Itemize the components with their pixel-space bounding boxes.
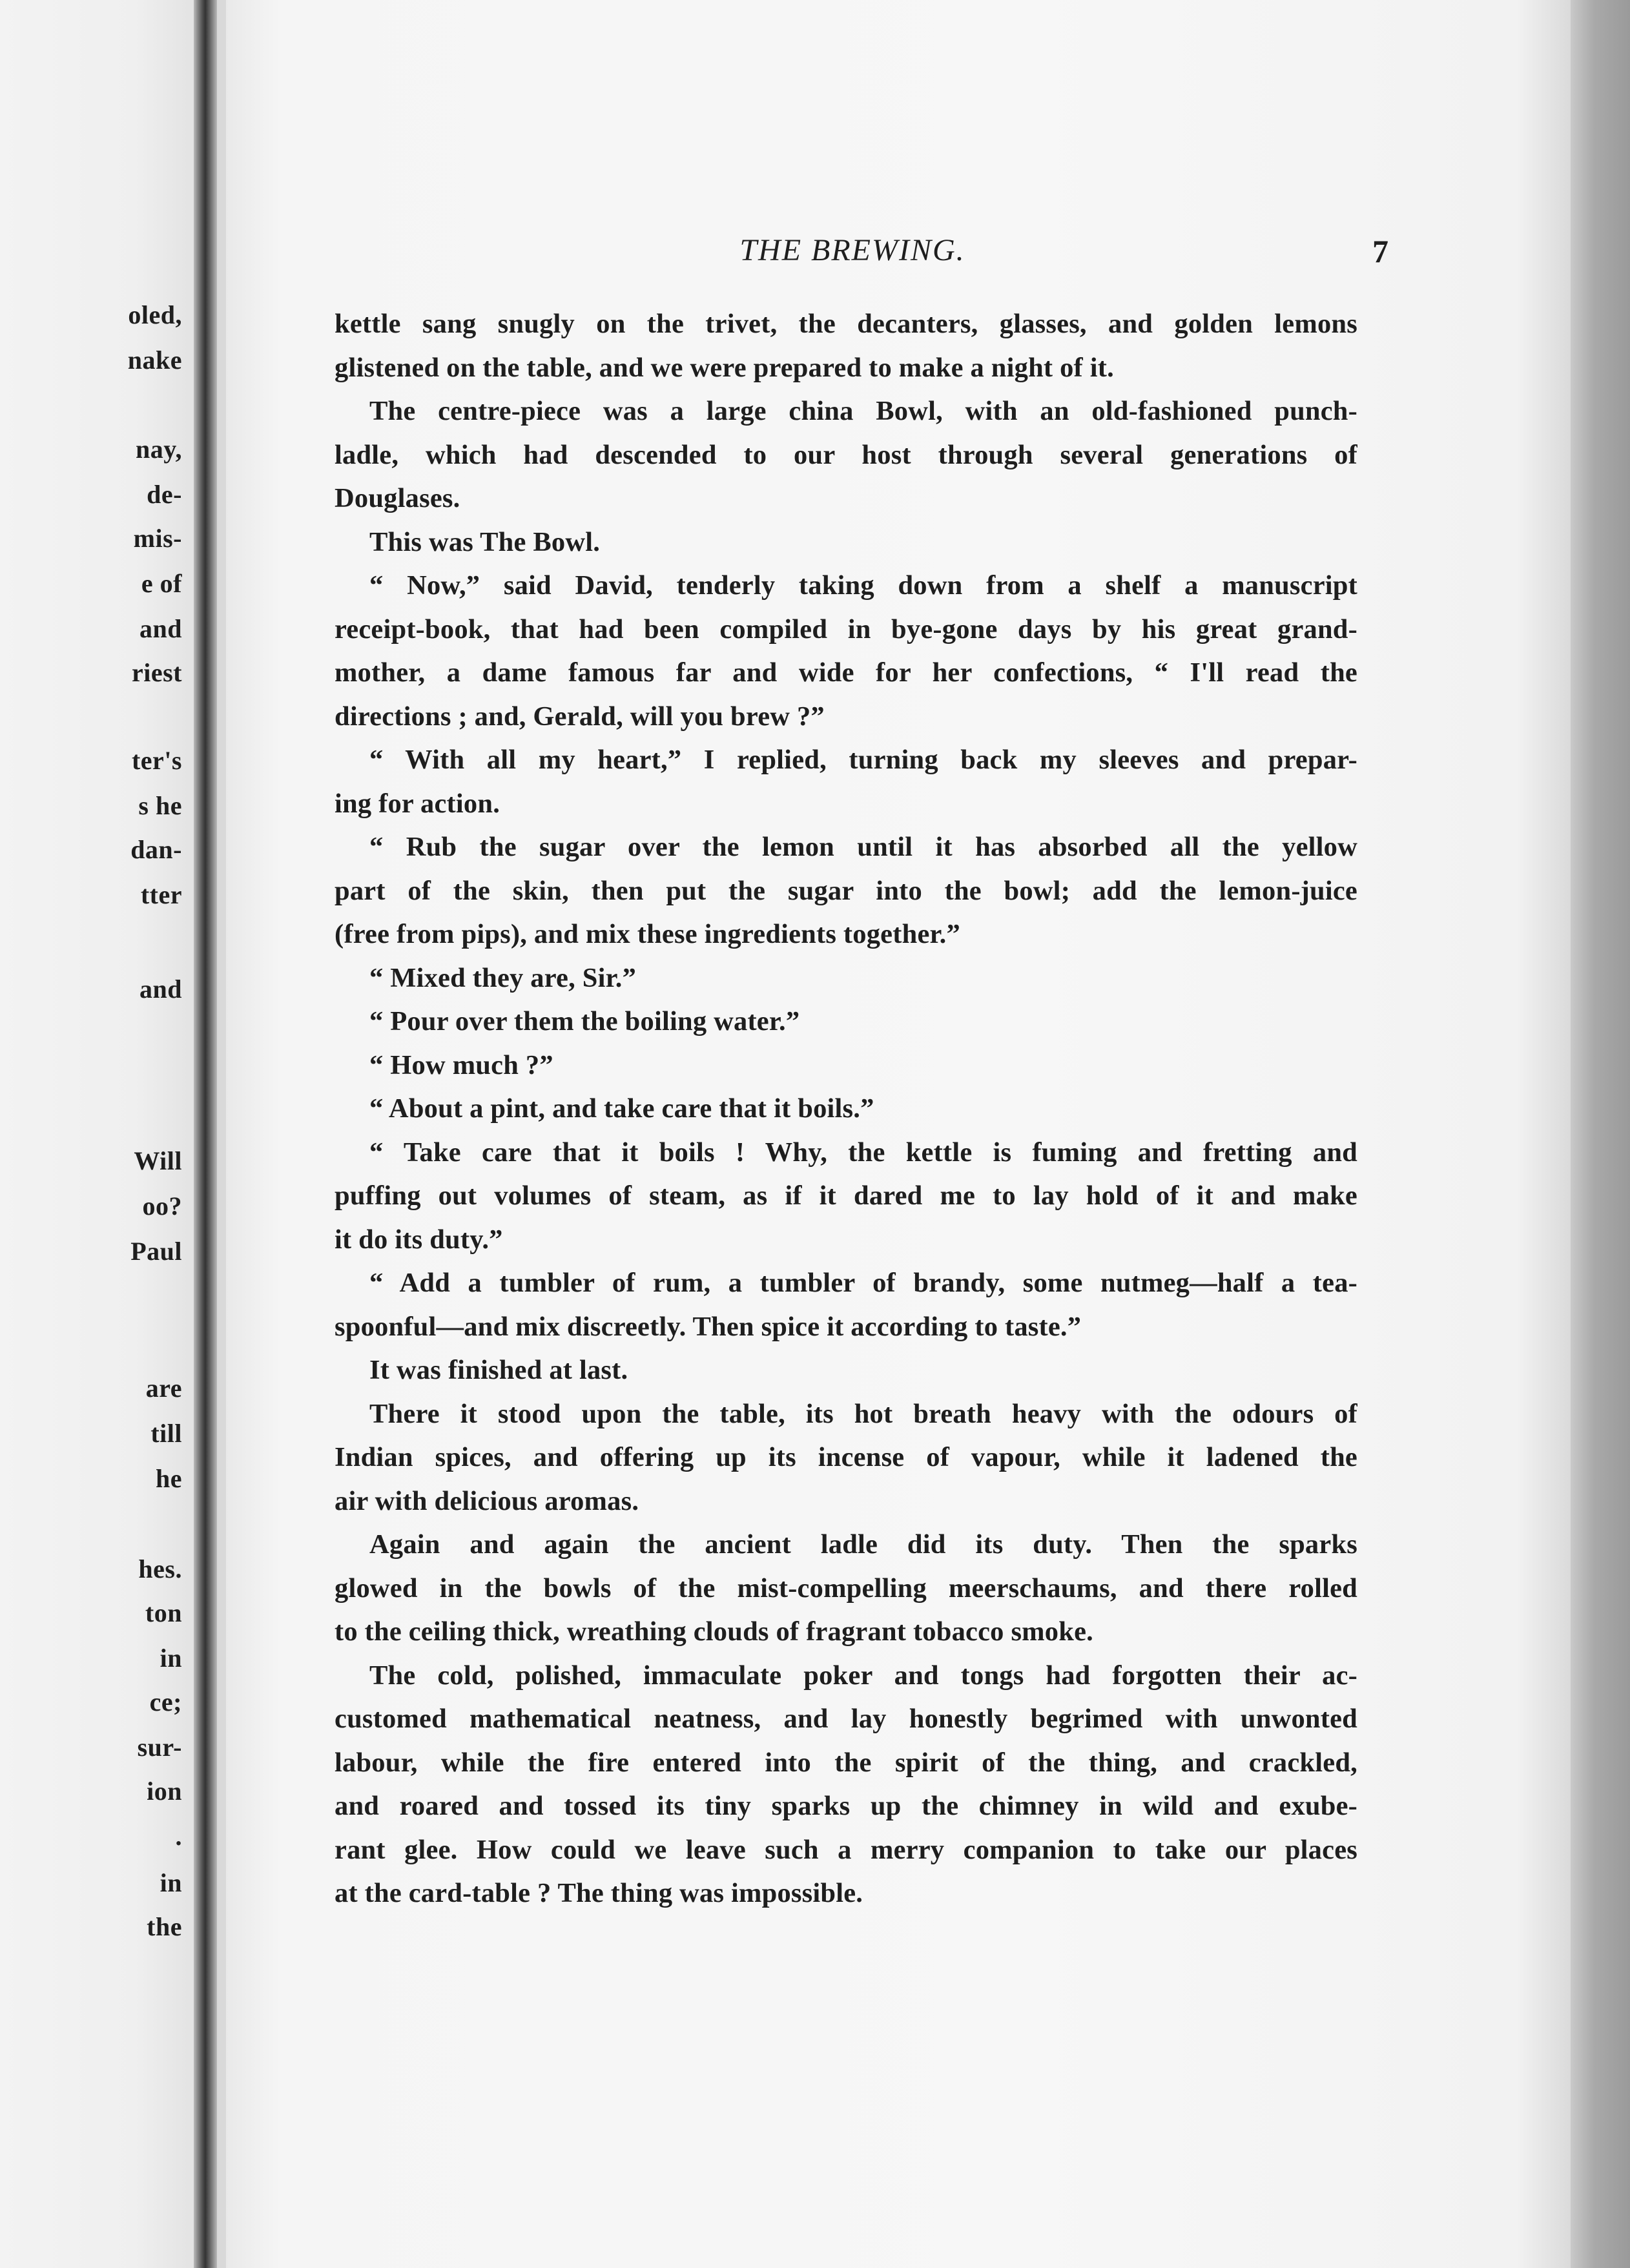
text-line: This was The Bowl. [369, 526, 601, 557]
text-line: labour, while the fire entered into the spirit of the thing, and crackled, [335, 1747, 1357, 1778]
text-line: (free from pips), and mix these ingredients together.” [335, 919, 960, 949]
text-line: glowed in the bowls of the mist-compelling meerschaums, and there rolled [335, 1572, 1357, 1603]
text-line: at the card-table ? The thing was impossible. [335, 1878, 863, 1908]
text-line: directions ; and, Gerald, will you brew ?” [335, 701, 825, 732]
left-word: Paul [130, 1237, 182, 1266]
left-word: de- [147, 480, 182, 509]
body-text [335, 302, 1357, 1915]
left-word: and [139, 974, 182, 1004]
text-line: spoonful—and mix discreetly. Then spice it according to taste.” [335, 1311, 1082, 1342]
left-word: in [160, 1868, 182, 1897]
left-word: ce; [149, 1687, 182, 1716]
left-word: s he [138, 791, 182, 820]
left-word: sur- [137, 1733, 182, 1762]
text-line: kettle sang snugly on the trivet, the decanters, glasses, and golden lemons [335, 309, 1357, 339]
text-line: air with delicious aromas. [335, 1485, 639, 1516]
left-word: e of [141, 569, 182, 598]
left-word: he [156, 1464, 182, 1493]
text-line: “ With all my heart,” I replied, turning back my sleeves and prepar- [369, 745, 1357, 775]
left-page-text [1, 0, 182, 2268]
left-word: . [175, 1822, 182, 1851]
text-line: receipt-book, that had been compiled in bye-gone days by his great grand- [335, 613, 1357, 644]
text-line: “ Rub the sugar over the lemon until it has absorbed all the yellow [369, 832, 1357, 862]
left-page-fragment [0, 0, 194, 2268]
left-word: till [150, 1419, 182, 1448]
left-word: nay, [135, 435, 182, 464]
book-gutter [194, 0, 217, 2268]
text-line: mother, a dame famous far and wide for her confections, “ I'll read the [335, 657, 1357, 688]
left-word: oo? [142, 1191, 182, 1221]
text-line: and roared and tossed its tiny sparks up the chimney in wild and exube- [335, 1791, 1357, 1821]
page-number: 7 [1372, 233, 1388, 269]
text-line: “ Pour over them the boiling water.” [369, 1006, 800, 1036]
left-word: the [147, 1912, 182, 1941]
text-line: glistened on the table, and we were prepared to make a night of it. [335, 352, 1114, 383]
text-line: puffing out volumes of steam, as if it dared me to lay hold of it and make [335, 1180, 1357, 1211]
left-word: dan- [130, 835, 182, 864]
left-word: and [139, 614, 182, 643]
text-line: The centre-piece was a large china Bowl, with an old-fashioned punch- [369, 396, 1357, 426]
text-line: There it stood upon the table, its hot breath heavy with the odours of [369, 1398, 1357, 1429]
text-line: ing for action. [335, 788, 500, 819]
text-line: Douglases. [335, 483, 460, 513]
text-line: “ Now,” said David, tenderly taking down from a shelf a manuscript [369, 570, 1357, 601]
text-line: It was finished at last. [369, 1355, 628, 1385]
left-word: ton [145, 1598, 182, 1627]
left-word: ion [147, 1777, 182, 1806]
text-line: to the ceiling thick, wreathing clouds of fragrant tobacco smoke. [335, 1616, 1093, 1647]
running-title: THE BREWING. [739, 233, 965, 267]
left-word: riest [131, 658, 182, 687]
text-line: part of the skin, then put the sugar into the bowl; add the lemon-juice [335, 875, 1357, 906]
gutter-edge [217, 0, 226, 2268]
text-line: customed mathematical neatness, and lay honestly begrimed with unwonted [335, 1704, 1357, 1734]
text-line: The cold, polished, immaculate poker and tongs had forgotten their ac- [369, 1660, 1357, 1691]
text-line: Again and again the ancient ladle did its duty. Then the sparks [369, 1529, 1357, 1560]
left-word: are [145, 1374, 182, 1403]
text-line: “ How much ?” [369, 1049, 553, 1080]
left-word: ter's [131, 746, 182, 775]
text-line: “ Mixed they are, Sir.” [369, 962, 637, 993]
left-word: tter [140, 880, 182, 909]
left-word: Will [134, 1146, 182, 1175]
text-line: it do its duty.” [335, 1224, 503, 1255]
text-line: Indian spices, and offering up its incense of vapour, while it ladened the [335, 1442, 1357, 1472]
left-word: in [160, 1644, 182, 1673]
page-header [329, 232, 1388, 284]
text-line: ladle, which had descended to our host through several generations of [335, 439, 1357, 470]
text-line: “ Take care that it boils ! Why, the kettle is fuming and fretting and [369, 1137, 1357, 1168]
left-word: hes. [138, 1554, 182, 1583]
text-line: “ Add a tumbler of rum, a tumbler of brandy, some nutmeg—half a tea- [369, 1268, 1357, 1298]
left-word: oled, [128, 300, 182, 329]
left-word: mis- [133, 524, 182, 553]
text-line: rant glee. How could we leave such a merry companion to take our places [335, 1834, 1357, 1865]
text-line: “ About a pint, and take care that it boils.” [369, 1093, 874, 1124]
page-edge-shadow [1571, 0, 1630, 2268]
left-word: nake [127, 345, 182, 375]
